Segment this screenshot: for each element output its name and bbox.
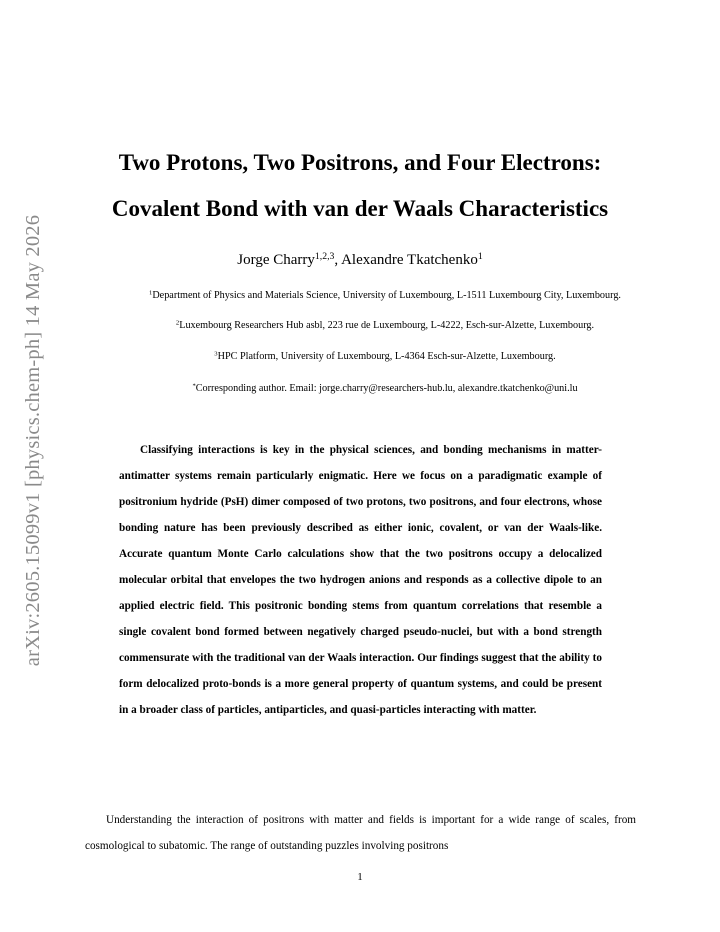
arxiv-sidebar: [19, 205, 49, 675]
affiliation-3: [0, 351, 720, 362]
abstract: Classifying interactions is key in the physical sciences, and bonding mechanisms in matter-antimatter systems remain particularly enigmatic. Here we focus on a paradigmatic example of positronium hydride (PsH) dimer composed of two protons, two positrons, and four electrons, whose bonding nature has been previously described as either ionic, covalent, or van der Waals-like. Accurate quantum Monte Carlo calculations show that the two positrons occupy a delocalized molecular orbital that envelopes the two hydrogen anions and responds as a collective dipole to an applied electric field. This positronic bonding stems from quantum correlations that resemble a single covalent bond formed between negatively charged pseudo-nuclei, but with a bond strength commensurate with the traditional van der Waals interaction. Our findings suggest that the ability to form delocalized proto-bonds is a more general property of quantum systems, and could be present in a broader class of particles, antiparticles, and quasi-particles interacting with matter.: [119, 444, 602, 716]
author-affiliation-marker: 1: [477, 251, 483, 263]
affiliation-text: Corresponding author. Email: jorge.charry@researchers-hub.lu, alexandre.tkatchenko@uni.lu: [195, 383, 578, 394]
affiliation-marker: 1: [149, 289, 153, 297]
author-name: Alexandre Tkatchenko: [341, 252, 478, 268]
author-name: Jorge Charry: [237, 252, 315, 268]
affiliation-2: [0, 320, 720, 331]
page-number: 1: [357, 871, 363, 883]
affiliation-text: HPC Platform, University of Luxembourg, L-4364 Esch-sur-Alzette, Luxembourg.: [217, 351, 556, 362]
author-affiliation-marker: 1,2,3: [314, 251, 335, 263]
paper-title-line-2: Covalent Bond with van der Waals Characteristics: [111, 196, 609, 221]
affiliation-text: Luxembourg Researchers Hub asbl, 223 rue de Luxembourg, L-4222, Esch-sur-Alzette, Luxembourg.: [179, 320, 595, 331]
affiliation-marker: *: [192, 382, 196, 390]
arxiv-identifier: arXiv:2605.15099v1 [physics.chem-ph] 14 May 2026: [22, 214, 45, 666]
affiliation-marker: 3: [214, 350, 218, 358]
affiliation-marker: 2: [175, 319, 180, 327]
corresponding-author-note: [0, 383, 720, 394]
author-separator: ,: [334, 252, 342, 268]
author-list: [0, 252, 720, 269]
affiliation-text: Department of Physics and Materials Science, University of Luxembourg, L-1511 Luxembourg City, Luxembourg.: [152, 290, 621, 301]
paper-title-line-1: Two Protons, Two Positrons, and Four Electrons:: [118, 150, 602, 175]
body-paragraph: Understanding the interaction of positrons with matter and fields is important for a wide range of scales, from cosmological to subatomic. The range of outstanding puzzles involving positrons: [85, 814, 636, 852]
affiliation-1: [0, 290, 720, 301]
